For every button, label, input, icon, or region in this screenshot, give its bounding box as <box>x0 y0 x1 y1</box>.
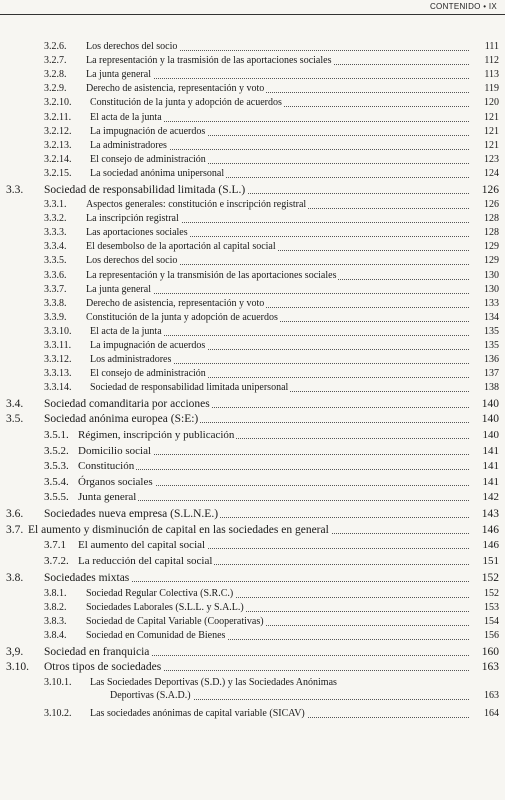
toc-entry-number: 3.3.2. <box>44 213 67 225</box>
toc-entry-title: Sociedades mixtas <box>44 572 130 585</box>
toc-entry[interactable] <box>0 538 505 552</box>
toc-entry-number: 3.2.8. <box>44 69 67 81</box>
toc-entry-number: 3.5. <box>6 413 24 426</box>
toc-entry[interactable] <box>0 339 505 353</box>
header-rule <box>0 14 505 15</box>
toc-entry[interactable] <box>0 412 505 426</box>
toc-entry-number: 3.3.12. <box>44 354 72 366</box>
toc-entry-title: Los derechos del socio <box>86 41 178 52</box>
toc-entry-title: Sociedad de Capital Variable (Cooperativas) <box>86 615 264 627</box>
toc-entry-number: 3.5.3. <box>44 460 69 473</box>
toc-entry-number: 3.2.9. <box>44 83 67 95</box>
toc-entry[interactable] <box>0 571 505 585</box>
toc-entry-number: 3.2.15. <box>44 167 72 179</box>
toc-entry-title: La impugnación de acuerdos <box>90 125 206 137</box>
toc-entry-page: 163 <box>481 661 499 673</box>
toc-entry-title: El aumento y disminución de capital en las sociedades en general <box>28 523 329 536</box>
toc-entry-page: 135 <box>484 340 499 351</box>
toc-entry[interactable] <box>0 629 505 643</box>
toc-entry-title: Los administradores <box>90 354 172 366</box>
toc-entry[interactable] <box>0 601 505 615</box>
toc-entry-page: 130 <box>484 283 499 295</box>
toc-entry[interactable] <box>0 707 505 721</box>
toc-entry-number: 3.10. <box>6 661 29 673</box>
toc-entry-page: 141 <box>482 460 499 473</box>
toc-entry[interactable] <box>0 198 505 212</box>
toc-entry-number: 3.5.4. <box>44 475 69 488</box>
toc-entry-number: 3.7.2. <box>44 555 69 567</box>
toc-entry-number: 3.8.2. <box>44 601 67 613</box>
toc-entry-page: 163 <box>484 689 499 701</box>
toc-entry-title: Sociedad Regular Colectiva (S.R.C.) <box>86 587 234 599</box>
toc-entry-number: 3.3.13. <box>44 368 72 380</box>
toc-entry-title: El acta de la junta <box>90 325 162 337</box>
toc-entry-title: La sociedad anónima unipersonal <box>90 167 225 179</box>
toc-entry-title: El consejo de administración <box>90 368 206 380</box>
toc-entry-title: Sociedad comanditaria por acciones <box>44 397 210 410</box>
toc-entry-title: La reducción del capital social <box>78 555 213 567</box>
page-header <box>0 0 505 14</box>
toc-entry[interactable] <box>0 397 505 411</box>
toc-entry[interactable] <box>0 82 505 96</box>
toc-entry-page: 151 <box>482 555 499 567</box>
toc-entry-title: Las aportaciones sociales <box>86 227 188 239</box>
running-header: CONTENIDO • IX <box>429 2 497 11</box>
toc-entry[interactable] <box>0 587 505 601</box>
toc-entry-page: 146 <box>482 539 499 552</box>
toc-entry-number: 3.3.1. <box>44 199 67 210</box>
toc-entry-title: El desembolso de la aportación al capital social <box>86 241 276 253</box>
toc-entry-number: 3.2.7. <box>44 55 67 67</box>
toc-entry-title: El aumento del capital social <box>78 539 206 552</box>
toc-entry-number: 3.6. <box>6 508 24 521</box>
toc-entry-page: 126 <box>481 183 499 196</box>
toc-entry-title: Derecho de asistencia, representación y voto <box>86 297 265 309</box>
toc-entry[interactable] <box>0 269 505 283</box>
toc-entry[interactable] <box>0 125 505 139</box>
toc-entry[interactable] <box>0 283 505 297</box>
toc-entry[interactable] <box>0 212 505 226</box>
toc-entry-page: 136 <box>484 354 499 366</box>
toc-entry-title: Sociedad anónima europea (S:E:) <box>44 413 199 426</box>
toc-entry-page: 111 <box>484 41 499 52</box>
toc-entry[interactable] <box>0 507 505 521</box>
toc-entry-page: 160 <box>481 645 499 658</box>
toc-entry[interactable] <box>0 475 505 489</box>
toc-entry-title: El consejo de administración <box>90 153 206 165</box>
toc-entry-number: 3.5.2. <box>44 444 69 457</box>
toc-entry-page: 141 <box>482 475 499 488</box>
toc-entry-number: 3.3.5. <box>44 255 67 267</box>
toc-entry[interactable] <box>0 153 505 167</box>
toc-entry-number: 3.3. <box>6 183 24 196</box>
toc-entry[interactable] <box>0 139 505 153</box>
toc-entry-page: 146 <box>481 523 499 536</box>
toc-entry[interactable] <box>0 311 505 325</box>
toc-entry-title: Sociedad de responsabilidad limitada unipersonal <box>90 382 289 394</box>
toc-entry[interactable] <box>0 554 505 568</box>
toc-entry-page: 152 <box>481 572 499 585</box>
toc-entry-page: 135 <box>484 325 499 337</box>
toc-entry-page: 142 <box>482 491 499 504</box>
toc-entry[interactable] <box>0 240 505 254</box>
toc-entry-title: Sociedad en franquicia <box>44 645 150 658</box>
toc-entry-title: Sociedad de responsabilidad limitada (S.L.) <box>44 183 246 196</box>
toc-entry[interactable] <box>0 367 505 381</box>
toc-entry-title-continued: Deportivas (S.A.D.) <box>110 689 191 701</box>
toc-entry-page: 156 <box>484 629 499 641</box>
toc-entry-page: 121 <box>484 111 499 123</box>
dot-leader <box>78 469 469 470</box>
toc-entry-title: Órganos sociales <box>78 475 153 488</box>
toc-entry-title: Domicilio social <box>78 444 152 457</box>
toc-entry-title: Sociedades nueva empresa (S.L.N.E.) <box>44 508 219 521</box>
toc-entry[interactable] <box>0 111 505 125</box>
toc-entry-page: 119 <box>484 83 499 95</box>
toc-entry[interactable] <box>0 615 505 629</box>
toc-entry-number: 3.3.8. <box>44 297 67 309</box>
toc-entry-page: 112 <box>484 55 499 67</box>
toc-entry-title: Sociedades Laborales (S.L.L. y S.A.L.) <box>86 601 244 613</box>
toc-entry-title: La administradores <box>90 139 167 151</box>
toc-entry[interactable] <box>0 444 505 458</box>
toc-entry-title: Régimen, inscripción y publicación <box>78 428 235 441</box>
toc-entry[interactable] <box>0 96 505 110</box>
toc-entry-page: 121 <box>484 139 499 151</box>
toc-entry-number: 3.3.9. <box>44 311 67 323</box>
toc-entry[interactable] <box>0 54 505 68</box>
toc-entry[interactable] <box>0 68 505 82</box>
toc-entry[interactable] <box>0 325 505 339</box>
toc-entry-page: 133 <box>484 297 499 309</box>
toc-entry-page: 124 <box>484 167 499 179</box>
toc-entry-page: 113 <box>484 69 499 81</box>
toc-entry-number: 3.8. <box>6 572 24 585</box>
toc-entry-number: 3.8.3. <box>44 615 67 627</box>
toc-entry[interactable] <box>0 459 505 473</box>
toc-entry-title: El acta de la junta <box>90 111 162 123</box>
toc-entry[interactable] <box>0 226 505 240</box>
toc-entry-page: 140 <box>482 428 499 441</box>
toc-entry[interactable] <box>0 645 505 659</box>
toc-entry-number: 3.2.12. <box>44 125 72 137</box>
toc-entry-number: 3.10.2. <box>44 707 72 719</box>
toc-entry-number: 3.8.4. <box>44 629 67 641</box>
toc-entry-number: 3.8.1. <box>44 587 67 599</box>
toc-entry[interactable] <box>0 353 505 367</box>
toc-entry-page: 143 <box>481 508 499 521</box>
toc-entry[interactable] <box>0 183 505 197</box>
toc-entry-title: Constitución de la junta y adopción de acuerdos <box>90 97 282 109</box>
toc-entry-title: La inscripción registral <box>86 213 179 225</box>
toc-entry[interactable] <box>0 523 505 537</box>
toc-entry-page: 138 <box>484 382 499 394</box>
toc-entry[interactable] <box>0 676 505 703</box>
toc-entry-title: Los derechos del socio <box>86 255 178 267</box>
toc-entry-page: 140 <box>481 413 499 426</box>
toc-entry[interactable] <box>0 167 505 181</box>
toc-entry-title: Las sociedades anónimas de capital variable (SICAV) <box>90 707 305 719</box>
toc-entry-title: La impugnación de acuerdos <box>90 340 206 351</box>
toc-entry-number: 3.2.11. <box>44 111 72 123</box>
toc-entry-page: 123 <box>484 153 499 165</box>
toc-entry-title: La junta general <box>86 69 151 81</box>
toc-entry-title: Constitución de la junta y adopción de acuerdos <box>86 311 278 323</box>
toc-entry[interactable] <box>0 40 505 54</box>
toc-entry-page: 152 <box>484 587 499 599</box>
toc-entry-page: 121 <box>484 125 499 137</box>
toc-entry-number: 3.2.6. <box>44 41 67 52</box>
toc-entry-page: 141 <box>482 444 499 457</box>
toc-entry-page: 120 <box>484 97 499 109</box>
toc-entry-page: 154 <box>484 615 499 627</box>
toc-entry-number: 3.2.13. <box>44 139 72 151</box>
toc-entry-title: Otros tipos de sociedades <box>44 661 162 673</box>
toc-entry-number: 3.10.1. <box>44 676 72 688</box>
toc-entry-title: Aspectos generales: constitución e inscripción registral <box>86 199 307 210</box>
toc-entry-number: 3.3.6. <box>44 269 67 281</box>
toc-entry[interactable] <box>0 428 505 442</box>
toc-entry-page: 130 <box>484 269 499 281</box>
toc-entry-number: 3.3.4. <box>44 241 67 253</box>
toc-entry[interactable] <box>0 381 505 395</box>
toc-entry[interactable] <box>0 660 505 674</box>
toc-entry[interactable] <box>0 297 505 311</box>
toc-entry-title: La representación y la trasmisión de las aportaciones sociales <box>86 55 332 67</box>
toc-entry-page: 134 <box>484 311 499 323</box>
toc-entry-number: 3.3.11. <box>44 340 72 351</box>
toc-entry-title: Derecho de asistencia, representación y voto <box>86 83 265 95</box>
toc-entry-title: Las Sociedades Deportivas (S.D.) y las Sociedades Anónimas <box>90 676 337 688</box>
toc-entry-title: La junta general <box>86 283 151 295</box>
toc-entry[interactable] <box>0 490 505 504</box>
toc-entry-number: 3.3.3. <box>44 227 67 239</box>
toc-entry-title: Sociedad en Comunidad de Bienes <box>86 629 226 641</box>
toc-entry-title: Constitución <box>78 460 135 473</box>
toc-entry-page: 126 <box>484 199 499 210</box>
toc-entry-number: 3.2.14. <box>44 153 72 165</box>
toc-entry[interactable] <box>0 254 505 268</box>
toc-entry-page: 128 <box>484 213 499 225</box>
toc-entry-number: 3.7. <box>6 523 24 536</box>
toc-entry-page: 153 <box>484 601 499 613</box>
toc-entry-title: Junta general <box>78 491 137 504</box>
toc-entry-number: 3,9. <box>6 645 24 658</box>
toc-entry-number: 3.5.1. <box>44 428 69 441</box>
toc-entry-title: La representación y la transmisión de las aportaciones sociales <box>86 269 337 281</box>
toc-entry-page: 128 <box>484 227 499 239</box>
toc-entry-number: 3.3.7. <box>44 283 67 295</box>
toc-entry-number: 3.2.10. <box>44 97 72 109</box>
toc-entry-number: 3.5.5. <box>44 491 69 504</box>
toc-entry-number: 3.3.14. <box>44 382 72 394</box>
toc-entry-number: 3.4. <box>6 397 24 410</box>
toc-entry-page: 137 <box>484 368 499 380</box>
toc-entry-number: 3.3.10. <box>44 325 72 337</box>
toc-entry-number: 3.7.1 <box>44 539 66 552</box>
toc-entry-page: 129 <box>484 255 499 267</box>
toc-entry-page: 129 <box>484 241 499 253</box>
toc-entry-page: 140 <box>481 397 499 410</box>
toc-entry-page: 164 <box>484 707 499 719</box>
